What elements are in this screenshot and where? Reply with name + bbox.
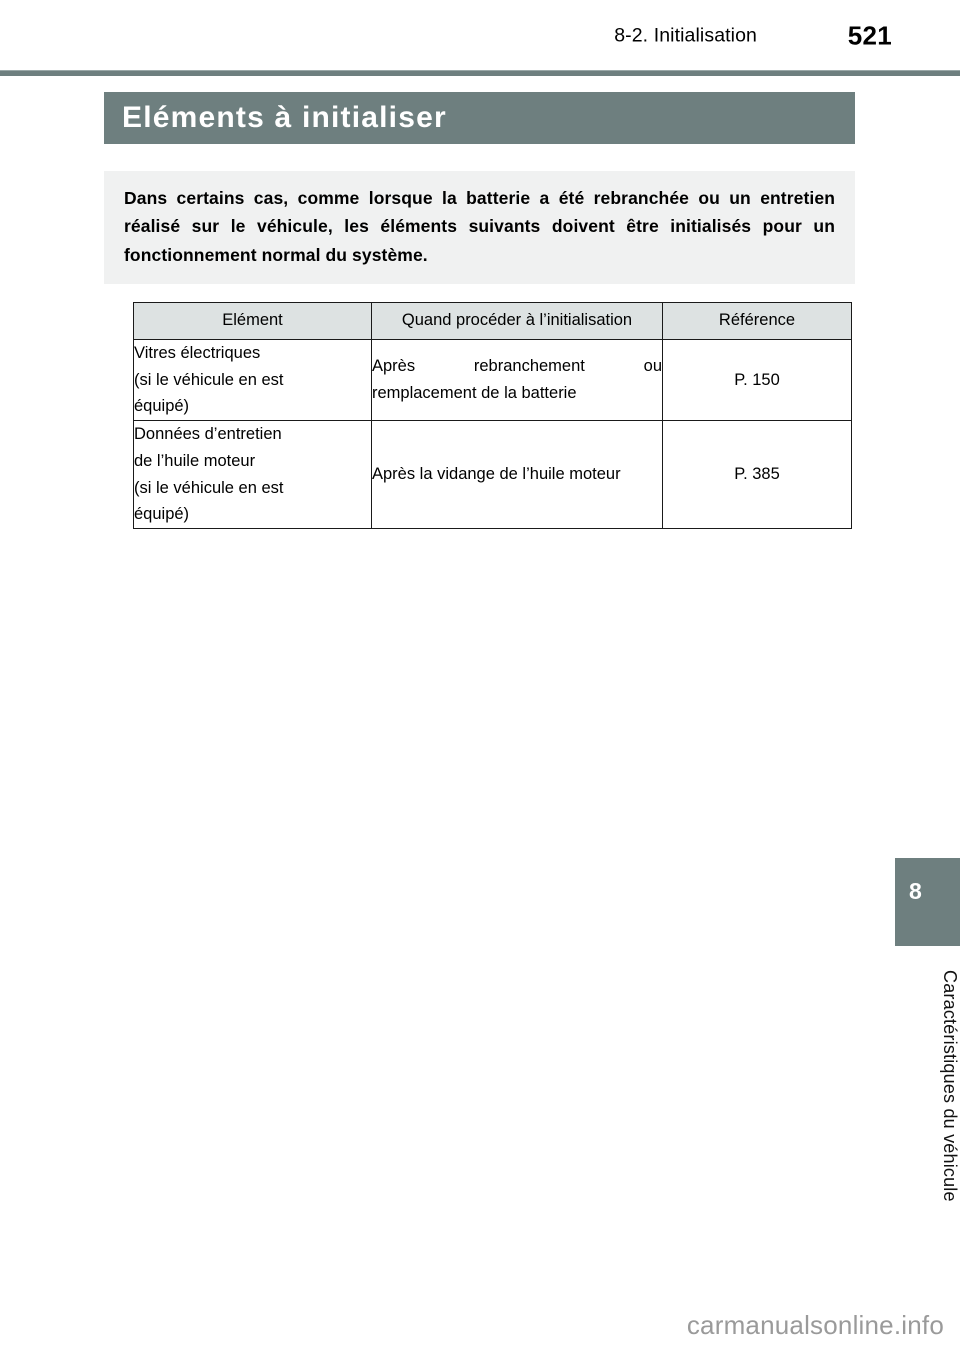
page-number: 521 — [847, 20, 892, 51]
intro-text: Dans certains cas, comme lorsque la batterie a été rebranchée ou un entretien réalisé sur le véhicule, les éléments suivants doivent être initialisés pour un fonctionnement normal du système. — [124, 188, 835, 265]
element-line: Vitres électriques — [134, 344, 261, 362]
column-header-when: Quand procéder à l’initialisation — [372, 303, 663, 340]
cell-element — [134, 340, 372, 421]
chapter-tab-label: Caractéristiques du véhicule — [940, 970, 960, 1202]
element-line: (si le véhicule en est — [134, 370, 284, 389]
header-section-label: 8-2. Initialisation — [614, 24, 757, 47]
element-line: équipé) — [134, 505, 190, 524]
page-title: Eléments à initialiser — [122, 101, 447, 134]
section-title-banner — [104, 92, 855, 144]
chapter-number: 8 — [909, 878, 922, 904]
column-header-reference: Référence — [663, 303, 852, 340]
table-row — [134, 340, 852, 421]
page-header — [0, 0, 960, 72]
element-line: (si le véhicule en est — [134, 478, 284, 497]
table-header-row — [134, 303, 852, 340]
column-header-element: Elément — [134, 303, 372, 340]
element-line: équipé) — [134, 397, 190, 416]
element-line: de l’huile moteur — [134, 451, 256, 470]
initialisation-table — [133, 302, 852, 529]
cell-element — [134, 421, 372, 529]
element-line: Données d’entretien — [134, 425, 282, 444]
cell-when: Après la vidange de l’huile moteur — [372, 421, 663, 529]
header-rule — [0, 70, 960, 76]
table-row — [134, 421, 852, 529]
cell-reference[interactable]: P. 385 — [663, 421, 852, 529]
watermark: carmanualsonline.info — [686, 1310, 944, 1340]
cell-reference[interactable]: P. 150 — [663, 340, 852, 421]
intro-callout — [104, 171, 855, 284]
chapter-tab — [895, 858, 960, 946]
cell-when: Après rebranchement ou remplacement de la batterie — [372, 340, 663, 421]
